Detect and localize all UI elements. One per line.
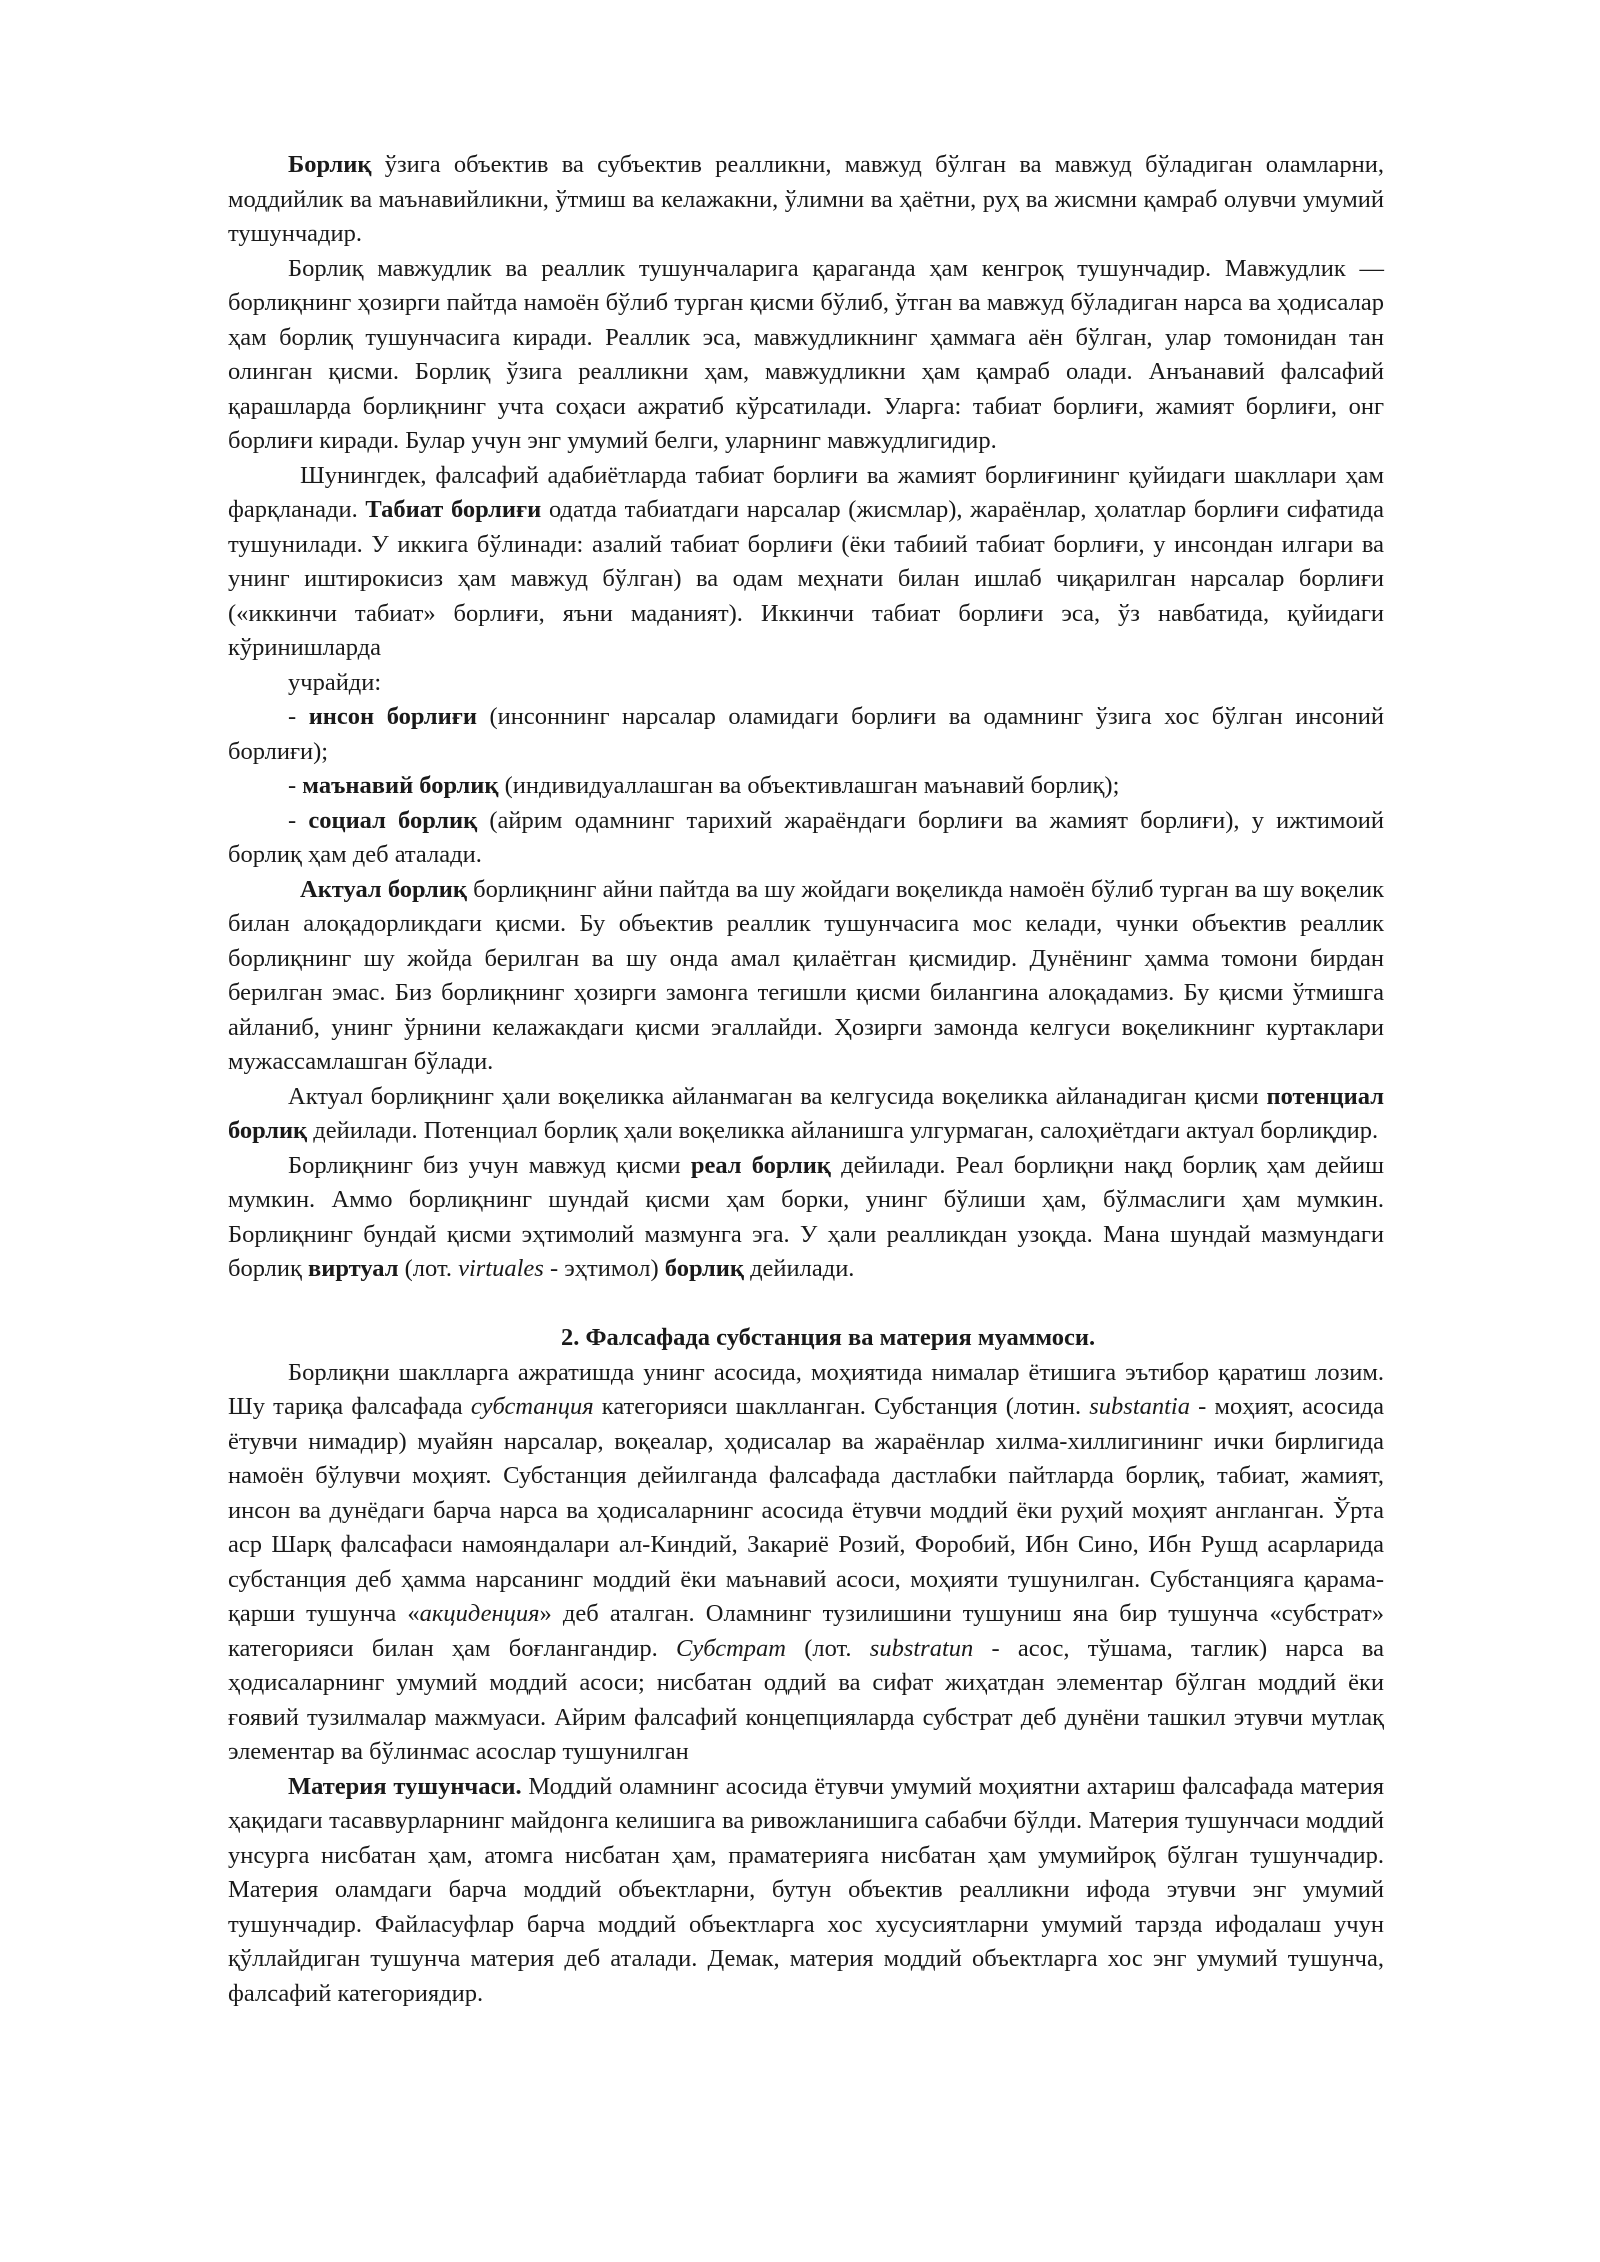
paragraph-nature-being: Шунингдек, фалсафий адабиётларда табиат борлиғи ва жамият борлиғининг қуйидаги шакллари ҳам фарқланади. Табиат борлиғи одатда табиатдаги нарсалар (жисмлар), жараёнлар, ҳолатлар борлиғи сифатида тушунилади. У иккига бўлинади: азалий табиат борлиғи (ёки табиий табиат борлиғи, у инсондан илгари ва унинг иштирокисиз ҳам мавжуд бўлган) ва одам меҳнати билан ишлаб чиқарилган нарсалар борлиғи («иккинчи табиат» борлиғи, яъни маданият). Иккинчи табиат борлиғи эса, ўз навбатида, қуйидаги кўринишларда (228, 461, 1384, 661)
term-sotsial-borliq: социал борлиқ (308, 806, 478, 834)
term-inson-borligi: инсон борлиғи (308, 703, 477, 730)
list-item: - маънавий борлиқ (индивидуаллашган ва объективлашган маънавий борлиқ); (288, 772, 1120, 799)
term-real-borliq: реал борлиқ (690, 1151, 831, 1179)
term-substantsiya: субстанция (470, 1393, 594, 1420)
paragraph-substance: Борлиқни шаклларга ажратишда унинг асосида, моҳиятида нималар ётишига эътибор қаратиш лозим. Шу тариқа фалсафада субстанция категорияси шаклланган. Субстанция (лотин. substantia - моҳият, асосида ётувчи нимадир) муайян нарсалар, воқеалар, ҳодисалар ва жараёнлар хилма-хиллигининг ички бирлигида намоён бўлувчи моҳият. Субстанция дейилганда фалсафада дастлабки пайтларда борлиқ, табиат, жамият, инсон ва дунёдаги барча нарса ва ҳодисаларнинг асосида ётувчи моддий ёки руҳий моҳият англанган. Ўрта аср Шарқ фалсафаси намояндалари ал-Киндий, Закариё Розий, Форобий, Ибн Сино, Ибн Рушд асарларида субстанция деб ҳамма нарсанинг моддий ёки маънавий асоси, моҳияти тушунилган. Субстанцияга қарама-қарши тушунча «акциденция» деб аталган. Оламнинг тузилишини тушуниш яна бир тушунча «субстрат» категорияси билан ҳам боғлангандир. Субстрат (лот. substratun - асос, тўшама, таглик) нарса ва ҳодисаларнинг умумий моддий асоси; нисбатан оддий ва сифат жиҳатдан элементар бўлган моддий ёки ғоявий тузилмалар мажмуаси. Айрим фалсафий концепцияларда субстрат деб дунёни ташкил этувчи мутлақ элементар ва бўлинмас асослар тушунилган (228, 1358, 1385, 1765)
term-substantia: substantia (1089, 1393, 1190, 1420)
term-aktual-borliq: Актуал борлиқ (300, 875, 467, 903)
term-tabiat-borligi: Табиат борлиғи (365, 496, 542, 523)
term-manaviy-borliq: маънавий борлиқ (302, 772, 499, 799)
term-substratun: substratun (869, 1634, 974, 1662)
paragraph-matter: Материя тушунчаси. Моддий оламнинг асосида ётувчи умумий моҳиятни ахтариш фалсафада материя ҳақидаги тасаввурларнинг майдонга келишига ва ривожланишига сабабчи бўлди. Материя тушунчаси моддий унсурга нисбатан ҳам, атомга нисбатан ҳам, праматерияга нисбатан ҳам умумийроқ бўлган тушунчадир. Материя оламдаги барча моддий объектларни, бутун объектив реалликни ифода этувчи энг умумий тушунчадир. Файласуфлар барча моддий объектларга хос хусусиятларни умумий тарзда ифодалаш учун қўллайдиган тушунча материя деб аталади. Демак, материя моддий объектларга хос энг умумий тушунча, фалсафий категориядир. (228, 1772, 1385, 2007)
term-substrat: Субстрат (676, 1634, 786, 1662)
paragraph-borliq-scope: Борлиқ мавжудлик ва реаллик тушунчаларига қараганда ҳам кенгроқ тушунчадир. Мавжудлик — борлиқнинг ҳозирги пайтда намоён бўлиб турган қисми бўлиб, ўтган ва мавжуд бўладиган нарса ва ҳодисалар ҳам борлиқ тушунчасига киради. Реаллик эса, мавжудликнинг ҳаммага аён бўлган, улар томонидан тан олинган қисми. Борлиқ ўзига реалликни ҳам, мавжудликни ҳам қамраб олади. Анъанавий фалсафий қарашларда борлиқнинг учта соҳаси ажратиб кўрсатилади. Уларга: табиат борлиғи, жамият борлиғи, онг борлиғи киради. Булар учун энг умумий белги, уларнинг мавжудлигидир. (228, 254, 1384, 454)
paragraph-potentsial-borliq: Актуал борлиқнинг ҳали воқеликка айланмаган ва келгусида воқеликка айланадиган қисми потенциал борлиқ дейилади. Потенциал борлиқ ҳали воқеликка айланишга улгурмаган, салоҳиётдаги актуал борлиқдир. (228, 1082, 1384, 1144)
list-item: - социал борлиқ (айрим одамнинг тарихий жараёндаги борлиғи ва жамият борлиғи), у ижтимоий борлиқ ҳам деб аталади. (228, 806, 1384, 868)
term-materiya-tushunchasi: Материя тушунчаси. (288, 1772, 522, 1800)
term-borliq: Борлиқ (288, 151, 372, 178)
document-page (228, 148, 1384, 2011)
paragraph-real-borliq: Борлиқнинг биз учун мавжуд қисми реал борлиқ дейилади. Реал борлиқни нақд борлиқ ҳам дейиш мумкин. Аммо борлиқнинг шундай қисми ҳам борки, унинг бўлиши ҳам, бўлмаслиги ҳам мумкин. Борлиқнинг бундай қисми эҳтимолий мазмунга эга. У ҳали реалликдан узоқда. Мана шундай мазмундаги борлиқ виртуал (лот. virtuales - эҳтимол) борлиқ дейилади. (228, 1151, 1385, 1282)
paragraph-uchraydi: учрайди: (288, 668, 382, 696)
term-aktsidentsiya: акциденция (419, 1600, 540, 1627)
list-item: - инсон борлиғи (инсоннинг нарсалар оламидаги борлиғи ва одамнинг ўзига хос бўлган инсоний борлиғи); (228, 703, 1384, 765)
paragraph-borliq-definition: Борлиқ ўзига объектив ва субъектив реалликни, мавжуд бўлган ва мавжуд бўладиган оламларни, моддийлик ва маънавийликни, ўтмиш ва келажакни, ўлимни ва ҳаётни, руҳ ва жисмни қамраб олувчи умумий тушунчадир. (228, 151, 1384, 247)
paragraph-aktual-borliq: Актуал борлиқ борлиқнинг айни пайтда ва шу жойдаги воқеликда намоён бўлиб турган ва шу воқелик билан алоқадорликдаги қисми. Бу объектив реаллик тушунчасига мос келади, чунки объектив реаллик борлиқнинг шу жойда берилган ва шу онда амал қилаётган қисмидир. Дунёнинг ҳамма томони бирдан берилган эмас. Биз борлиқнинг ҳозирги замонга тегишли қисми билангина алоқадамиз. Бу қисми ўтмишга айланиб, унинг ўрнини келажакдаги қисми эгаллайди. Ҳозирги замонда келгуси воқеликнинг куртаклари мужассамлашган бўлади. (228, 875, 1384, 1075)
section-heading: 2. Фалсафада субстанция ва материя муаммоси. (561, 1324, 1096, 1351)
term-borliq-2: борлиқ (664, 1255, 744, 1282)
term-virtuales: virtuales (458, 1255, 544, 1282)
term-potentsial-borliq: потенциал борлиқ (228, 1082, 1384, 1144)
term-virtual: виртуал (308, 1255, 399, 1282)
